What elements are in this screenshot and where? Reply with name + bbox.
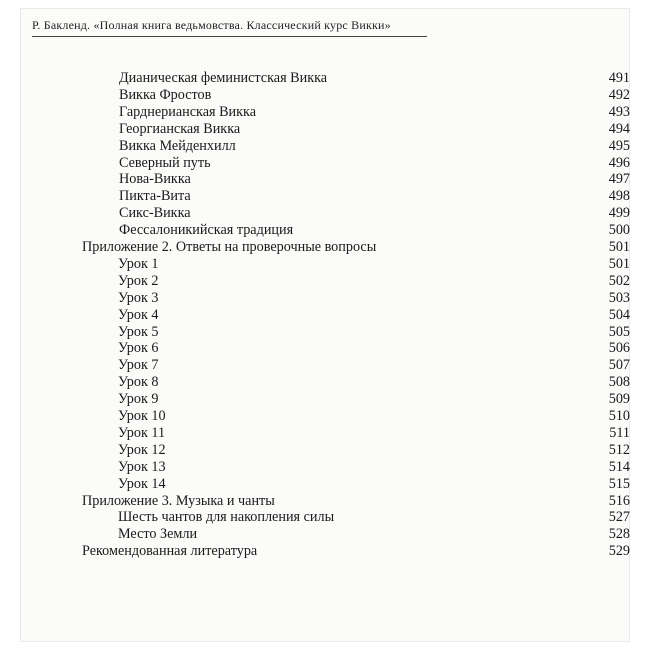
toc-entry <box>20 509 630 526</box>
toc-entry-page: 503 <box>608 289 630 306</box>
toc-entry-page: 512 <box>608 441 630 458</box>
toc-entry-page: 492 <box>608 86 630 103</box>
toc-entry <box>20 425 630 442</box>
toc-entry-title: Гарднерианская Викка <box>119 103 257 120</box>
toc-entry-page: 496 <box>608 154 630 171</box>
toc-entry <box>20 493 630 510</box>
toc-entry <box>20 459 630 476</box>
toc-entry <box>20 357 630 374</box>
toc-entry <box>20 155 630 172</box>
toc-entry <box>20 171 630 188</box>
toc-entry-title: Викка Фростов <box>119 86 212 103</box>
book-page <box>20 8 630 642</box>
toc-entry <box>20 476 630 493</box>
toc-entry-title: Шесть чантов для накопления силы <box>118 509 335 526</box>
toc-entry-title: Приложение 2. Ответы на проверочные вопросы <box>82 239 377 255</box>
toc-entry-page: 508 <box>608 374 630 391</box>
toc-entry-title: Урок 9 <box>118 391 159 408</box>
toc-entry-title: Рекомендованная литература <box>82 543 258 560</box>
toc-entry-page: 515 <box>608 475 630 492</box>
toc-entry-title: Сикс-Викка <box>119 205 191 222</box>
toc-entry-page: 514 <box>608 458 630 475</box>
toc-entry-title: Фессалоникийская традиция <box>119 222 294 239</box>
toc-entry-title: Нова-Викка <box>119 171 191 188</box>
toc-entry-title: Урок 10 <box>118 408 166 424</box>
toc-entry-page: 516 <box>608 492 630 509</box>
toc-entry-title: Урок 8 <box>118 374 159 391</box>
toc-entry-title: Дианическая феминистская Викка <box>119 70 328 86</box>
toc-entry <box>20 374 630 391</box>
toc-entry-title: Урок 3 <box>118 289 159 306</box>
toc-entry <box>20 87 630 104</box>
toc-entry-page: 510 <box>608 408 630 424</box>
toc-entry-title: Урок 6 <box>118 340 159 357</box>
toc-entry-title: Приложение 3. Музыка и чанты <box>82 492 275 509</box>
toc-entry-title: Северный путь <box>119 154 211 171</box>
toc-entry-page: 501 <box>608 255 630 272</box>
toc-entry-page: 495 <box>608 137 630 154</box>
toc-entry-title: Урок 5 <box>118 323 159 340</box>
toc-entry-title: Урок 4 <box>118 306 159 323</box>
toc-entry-title: Место Земли <box>118 526 198 543</box>
toc-entry-page: 499 <box>608 205 630 222</box>
running-header: Р. Бакленд. «Полная книга ведьмовства. Классический курс Викки» <box>32 18 391 32</box>
toc-entry-title: Георгианская Викка <box>119 120 241 137</box>
toc-entry-title: Урок 7 <box>118 357 159 374</box>
toc-entry-page: 498 <box>608 188 630 205</box>
toc-entry-page: 527 <box>608 509 630 526</box>
header-rule <box>32 36 427 37</box>
toc-entry <box>20 408 630 425</box>
toc-entry <box>20 526 630 543</box>
toc-entry-page: 528 <box>608 526 630 543</box>
toc-entry <box>20 543 630 560</box>
toc-entry <box>20 273 630 290</box>
toc-entry <box>20 324 630 341</box>
toc-entry-page: 493 <box>608 103 630 120</box>
toc-entry-page: 509 <box>608 391 630 408</box>
toc-entry-title: Пикта-Вита <box>119 188 191 205</box>
toc-entry-page: 504 <box>608 306 630 323</box>
toc-entry <box>20 391 630 408</box>
toc-entry-title: Урок 12 <box>118 441 166 458</box>
toc-entry-page: 501 <box>608 239 630 255</box>
toc-entry <box>20 256 630 273</box>
toc-entry-title: Урок 2 <box>118 272 159 289</box>
toc-entry-page: 497 <box>608 171 630 188</box>
toc-entry-page: 506 <box>608 340 630 357</box>
toc-entry <box>20 340 630 357</box>
toc-entry-page: 491 <box>608 70 630 86</box>
toc-entry-page: 500 <box>608 222 630 239</box>
toc-entry-title: Урок 13 <box>118 458 166 475</box>
toc-entry-page: 507 <box>608 357 630 374</box>
toc-entry <box>20 121 630 138</box>
toc-entry-title: Урок 11 <box>118 424 166 441</box>
toc-entry-page: 511 <box>609 424 630 441</box>
toc-entry-page: 529 <box>608 543 630 560</box>
toc-entry-page: 505 <box>608 323 630 340</box>
toc-entry <box>20 442 630 459</box>
toc-entry-title: Викка Мейденхилл <box>119 137 236 154</box>
toc-entry <box>20 290 630 307</box>
toc-entry <box>20 307 630 324</box>
toc-entry <box>20 104 630 121</box>
toc-entry <box>20 70 630 87</box>
toc-entry <box>20 188 630 205</box>
toc-entry-title: Урок 14 <box>118 475 166 492</box>
toc-entry <box>20 138 630 155</box>
toc-entry-page: 494 <box>608 120 630 137</box>
toc-entry-title: Урок 1 <box>118 255 159 272</box>
toc-entry <box>20 239 630 256</box>
toc-entry <box>20 222 630 239</box>
toc-entry-page: 502 <box>608 272 630 289</box>
toc-entry <box>20 205 630 222</box>
